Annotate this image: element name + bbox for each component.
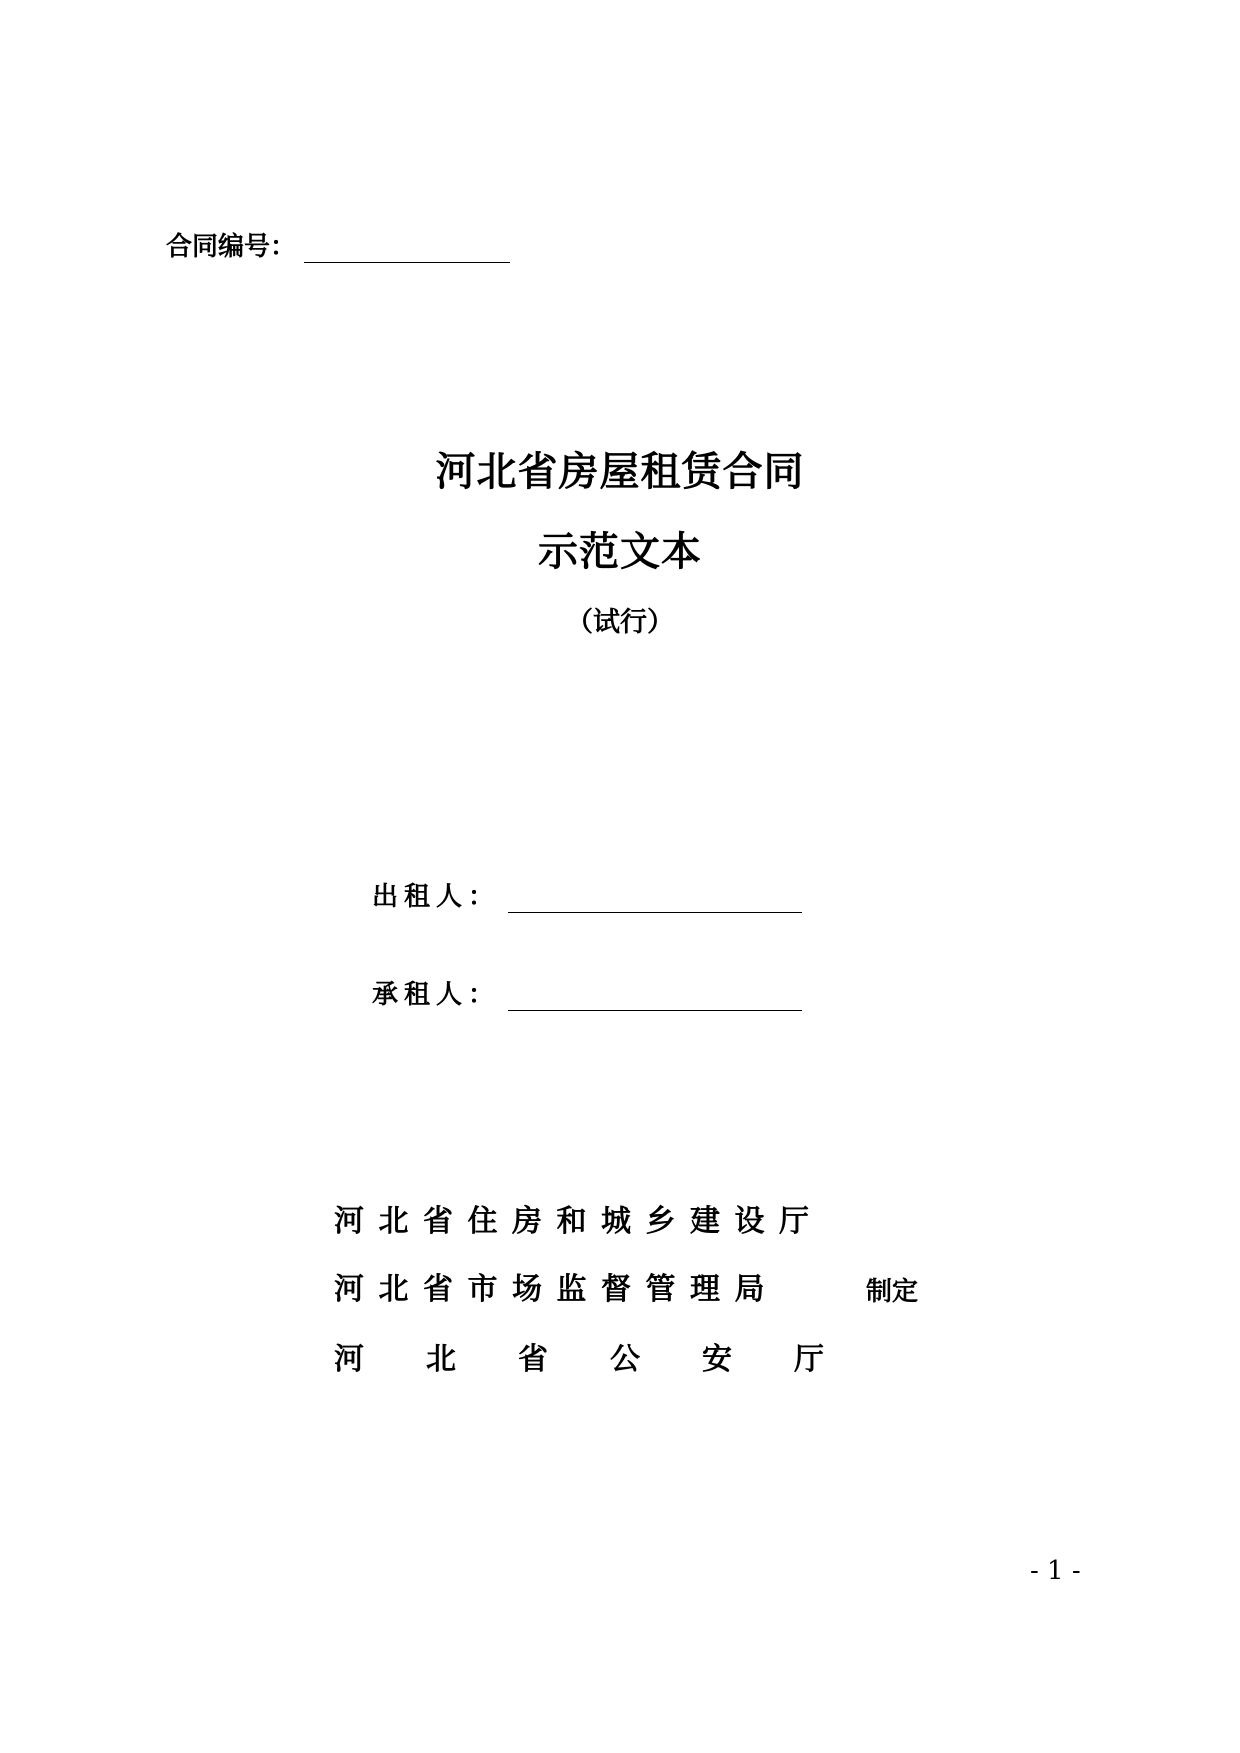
lessor-label: 出租人： (372, 882, 501, 912)
lessee-row (372, 974, 802, 1011)
contract-number-label: 合同编号： (166, 232, 297, 262)
lessor-row (372, 876, 802, 913)
contract-number-field[interactable] (304, 234, 510, 263)
lessee-label: 承租人： (372, 980, 501, 1010)
issuer-housing-department: 河北省住房和城乡建设厅 (334, 1204, 824, 1239)
trial-note: （试行） (566, 607, 674, 638)
document-title: 河北省房屋租赁合同 (435, 448, 805, 495)
lessor-field[interactable] (508, 884, 802, 913)
made-by-label: 制定 (866, 1277, 919, 1307)
contract-number-row (166, 226, 510, 263)
issuer-public-security: 河北省公安厅 (334, 1342, 886, 1377)
issuer-market-supervision: 河北省市场监督管理局 (334, 1272, 779, 1307)
page-number: - 1 - (1030, 1556, 1081, 1586)
document-subtitle: 示范文本 (538, 528, 702, 575)
lessee-field[interactable] (508, 982, 802, 1011)
